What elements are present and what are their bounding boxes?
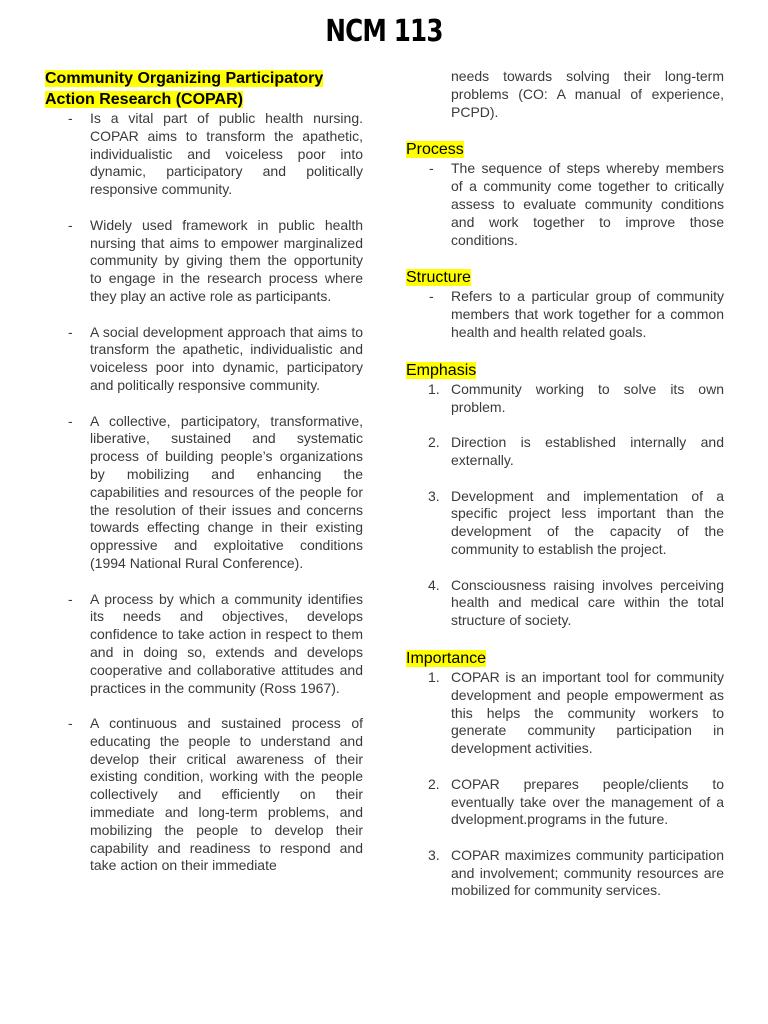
list-item-text: The sequence of steps whereby members of a community come together to critically assess to evaluate community conditions and work together to improve those conditions.: [451, 160, 724, 248]
list-item: [45, 217, 363, 306]
numbered-item: [406, 434, 724, 470]
numbered-item: [406, 577, 724, 630]
section-heading-process: [406, 139, 724, 160]
item-number: 1.: [428, 380, 440, 397]
list-item-text: Refers to a particular group of community members that work together for a common health and health related goals.: [451, 288, 724, 340]
item-text: COPAR prepares people/clients to eventually take over the management of a dvelopment.programs in the future.: [451, 775, 724, 828]
list-item-text: A collective, participatory, transformative, liberative, sustained and systematic process of building people’s organizations by mobilizing and enhancing the capabilities and resources of the people for the resolution of their issues and concerns towards effecting change in their existing oppressive and exploitative conditions (1994 National Rural Conference).: [90, 412, 363, 571]
dash-bullet: -: [68, 323, 73, 340]
heading-highlight: Importance: [406, 649, 487, 667]
item-number: 2.: [428, 434, 440, 451]
item-number: 2.: [428, 775, 440, 792]
dash-bullet: -: [68, 110, 73, 126]
heading-highlight: Emphasis: [406, 361, 477, 379]
page-title: NCM 113: [325, 14, 443, 49]
section-heading-importance: [406, 648, 724, 669]
item-number: 3.: [428, 487, 440, 504]
list-item-text: A process by which a community identifies its needs and objectives, develops confidence to take action in respect to them and in doing so, extends and develops cooperative and collaborative attitudes and practices in the community (Ross 1967).: [90, 590, 363, 696]
list-item: [45, 591, 363, 698]
list-item-text: Widely used framework in public health nursing that aims to empower marginalized community by giving them the opportunity to engage in the research process where they play an active role as participants.: [90, 216, 363, 304]
section-heading-copar: [45, 68, 363, 110]
section-heading-structure: [406, 267, 724, 288]
item-text: Direction is established internally and externally.: [451, 434, 724, 468]
dash-bullet: -: [429, 288, 434, 305]
continuation-text: needs towards solving their long-term problems (CO: A manual of experience, PCPD).: [451, 68, 724, 120]
list-item-text: A continuous and sustained process of educating the people to understand and develop their critical awareness of their existing condition, working with the people collectively and efficiently on their immediate and long-term problems, and mobilizing the people to develop their capability and readiness to respond and take action on their immediate: [90, 715, 363, 874]
dash-bullet: -: [68, 216, 73, 233]
item-number: 3.: [428, 846, 440, 863]
structure-list: [406, 288, 724, 341]
section-heading-emphasis: [406, 360, 724, 381]
dash-bullet: -: [429, 160, 434, 177]
numbered-item: [406, 488, 724, 559]
item-number: 1.: [428, 668, 440, 685]
list-item: [45, 715, 363, 875]
item-number: 4.: [428, 576, 440, 593]
item-text: COPAR maximizes community participation and involvement; community resources are mobilized for community services.: [451, 846, 724, 899]
numbered-item: [406, 847, 724, 900]
list-item: [45, 110, 363, 199]
list-item: [406, 160, 724, 249]
list-item: [45, 324, 363, 395]
dash-bullet: -: [68, 412, 73, 429]
importance-list: [406, 669, 724, 900]
process-list: [406, 160, 724, 249]
left-column: [45, 68, 363, 875]
emphasis-list: [406, 381, 724, 630]
dash-bullet: -: [68, 715, 73, 732]
list-item-text: Is a vital part of public health nursing. COPAR aims to transform the apathetic, individualistic and voiceless poor into dynamic, participatory and politically responsive community.: [90, 110, 363, 198]
heading-highlight: Process: [406, 141, 464, 159]
item-text: COPAR is an important tool for community development and people empowerment as this helps the community workers to generate community participation in development activities.: [451, 668, 724, 757]
dash-bullet: -: [68, 590, 73, 607]
list-item: [406, 288, 724, 341]
copar-definition-list: [45, 110, 363, 875]
list-item: [45, 413, 363, 573]
numbered-item: [406, 381, 724, 417]
heading-highlight: Structure: [406, 269, 471, 287]
numbered-item: [406, 669, 724, 758]
item-text: Community working to solve its own problem.: [451, 380, 724, 415]
numbered-item: [406, 776, 724, 829]
list-item-text: A social development approach that aims to transform the apathetic, individualistic and voiceless poor into dynamic, participatory and politically responsive community.: [90, 323, 363, 393]
right-column: [406, 68, 724, 900]
item-text: Development and implementation of a specific project less important than the development of the capacity of the community to establish the project.: [451, 487, 724, 557]
item-text: Consciousness raising involves perceiving health and medical care within the total structure of society.: [451, 576, 724, 629]
heading-highlight: Community Organizing Participatory Action Research (COPAR): [45, 70, 324, 108]
